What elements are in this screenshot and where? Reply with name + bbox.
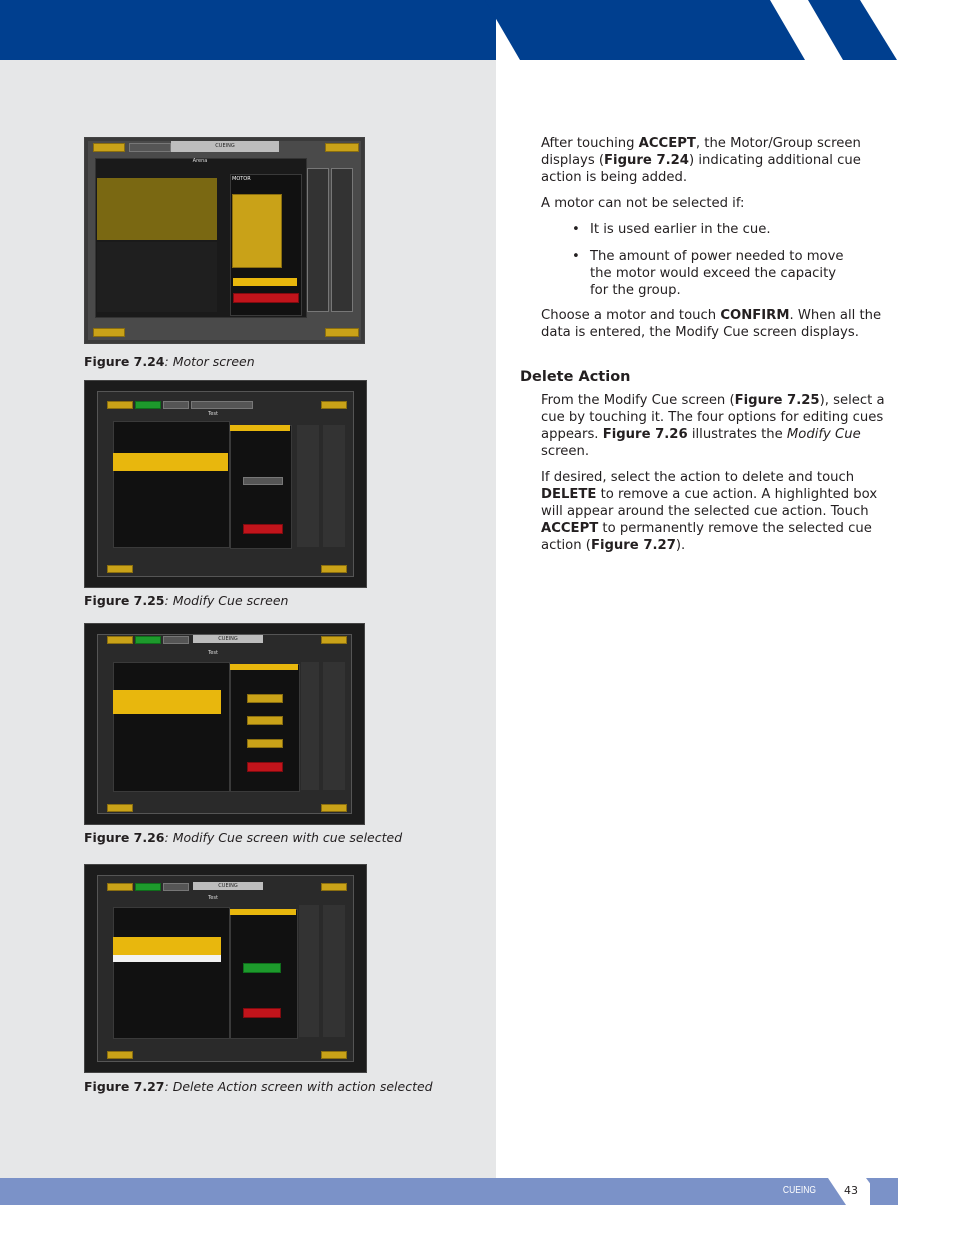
delete-action-heading: Delete Action [520,369,631,385]
figure-7-26-image [84,623,365,825]
footer-section-label: CUEING [782,1185,816,1196]
motor-label: MOTOR [232,176,251,182]
figure-7-27-caption: Figure 7.27: Delete Action screen with action selected [84,1079,433,1094]
bullet-item: • It is used earlier in the cue. [572,222,771,237]
screen-title: Arena [192,158,208,164]
figure-7-24-caption: Figure 7.24: Motor screen [84,354,255,369]
tab-cueing: CUEING [193,635,263,643]
tab-cueing: CUEING [193,882,263,890]
tab-cueing: CUEING [171,141,279,152]
delete-action-paragraph-1: From the Modify Cue screen (Figure 7.25), select a cue by touching it. The four options for editing cues appears. Figure 7.26 illustrates the Modify Cue screen. [541,393,885,459]
figure-7-25-caption: Figure 7.25: Modify Cue screen [84,593,289,608]
figure-7-26-caption: Figure 7.26: Modify Cue screen with cue selected [84,830,403,845]
intro-paragraph-3: Choose a motor and touch CONFIRM. When all the data is entered, the Modify Cue screen displays. [541,308,882,340]
page-number: 43 [844,1184,858,1197]
bullet-item: • The amount of power needed to move the motor would exceed the capacity for the group. [572,249,844,298]
screen-title: Test [208,650,218,656]
screen-title: Test [208,411,218,417]
figure-7-27-image [84,864,367,1073]
footer-band [0,1178,898,1205]
intro-paragraph-2: A motor can not be selected if: [541,196,745,211]
intro-paragraph-1: After touching ACCEPT, the Motor/Group screen displays (Figure 7.24) indicating additional cue action is being added. [541,136,861,185]
figure-7-25-image [84,380,367,588]
delete-action-paragraph-2: If desired, select the action to delete and touch DELETE to remove a cue action. A highlighted box will appear around the selected cue action. Touch ACCEPT to permanently remove the selected cue action (Figure 7.27). [541,470,878,553]
screen-title: Test [208,895,218,901]
figure-7-24-image [84,137,365,344]
header-band [0,0,954,60]
